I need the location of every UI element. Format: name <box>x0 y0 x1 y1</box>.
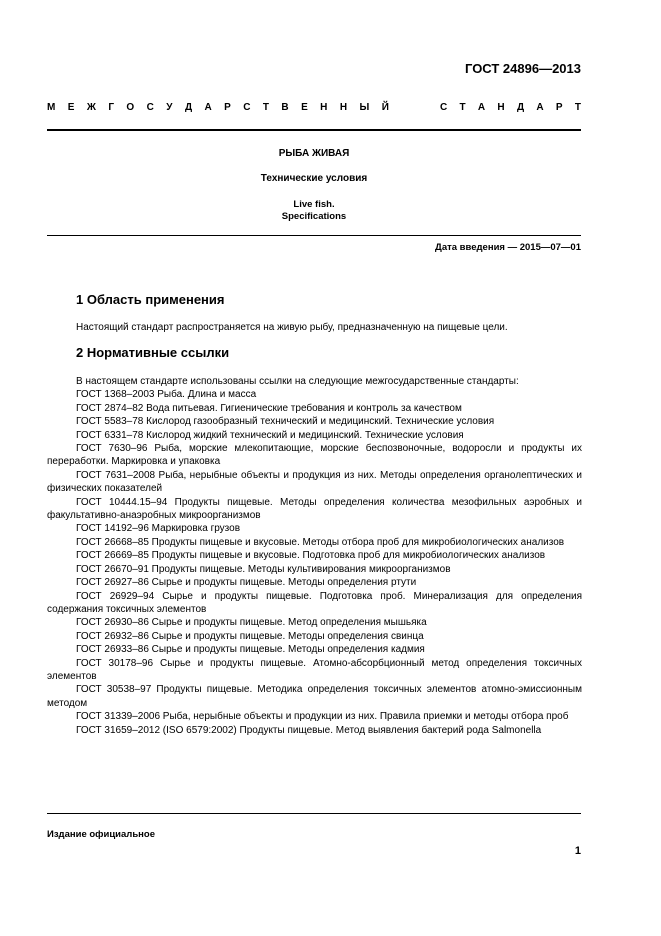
english-title-block <box>47 199 581 223</box>
banner-letter: Д <box>184 102 193 113</box>
reference-item: ГОСТ 30178–96 Сырье и продукты пищевые. Атомно-абсорбционный метод определения токсичных элементов <box>47 657 582 682</box>
page-number: 1 <box>574 845 581 857</box>
banner-letter: Т <box>574 102 581 113</box>
reference-item: ГОСТ 5583–78 Кислород газообразный технический и медицинский. Технические условия <box>76 416 495 428</box>
banner-left-word <box>47 102 389 113</box>
reference-item: ГОСТ 14192–96 Маркировка грузов <box>76 523 241 535</box>
banner-letter: О <box>126 102 135 113</box>
reference-item: ГОСТ 26927–86 Сырье и продукты пищевые. Методы определения ртути <box>76 577 417 589</box>
banner-letter: Е <box>67 102 75 113</box>
banner-letter: Ж <box>86 102 96 113</box>
footer-divider <box>47 813 581 814</box>
title-divider <box>47 235 581 236</box>
reference-item: ГОСТ 6331–78 Кислород жидкий технический и медицинский. Технические условия <box>76 429 464 441</box>
reference-item: ГОСТ 7631–2008 Рыба, нерыбные объекты и продукция из них. Методы определения органолептических и физических показателей <box>47 469 582 495</box>
banner-letter: Т <box>262 102 269 113</box>
banner-letter: Ы <box>359 102 370 113</box>
banner-letter: А <box>204 102 212 113</box>
section-heading-references: 2 Нормативные ссылки <box>76 345 230 360</box>
banner-letter: Г <box>108 102 114 113</box>
banner-right-word <box>440 102 581 113</box>
reference-item: ГОСТ 26929–94 Сырье и продукты пищевые. Подготовка проб. Минерализация для определения содержания токсичных элементов <box>47 590 582 615</box>
banner-letter: Й <box>381 102 389 113</box>
reference-item: ГОСТ 26933–86 Сырье и продукты пищевые. Методы определения кадмия <box>76 644 425 656</box>
reference-item: ГОСТ 26670–91 Продукты пищевые. Методы культивирования микроорганизмов <box>76 563 451 575</box>
reference-item: ГОСТ 1368–2003 Рыба. Длина и масса <box>76 389 257 401</box>
official-edition-label: Издание официальное <box>47 829 155 840</box>
banner-letter: У <box>166 102 173 113</box>
document-title: РЫБА ЖИВАЯ <box>278 148 350 159</box>
banner-letter: Р <box>224 102 231 113</box>
banner-letter: В <box>281 102 289 113</box>
english-title: Live fish. <box>293 199 335 210</box>
reference-item: ГОСТ 26932–86 Сырье и продукты пищевые. Методы определения свинца <box>76 630 424 642</box>
banner-letter: С <box>440 102 448 113</box>
reference-item: ГОСТ 26930–86 Сырье и продукты пищевые. Метод определения мышьяка <box>76 617 427 629</box>
banner-letter: М <box>47 102 56 113</box>
banner-letter: Н <box>320 102 328 113</box>
header-divider <box>47 129 581 131</box>
banner-letter: А <box>477 102 486 113</box>
references-intro: В настоящем стандарте использованы ссылки на следующие межгосударственные стандарты: <box>76 376 519 387</box>
standard-type-banner <box>47 102 581 113</box>
document-subtitle: Технические условия <box>260 173 368 184</box>
banner-letter: С <box>146 102 154 113</box>
banner-letter: Н <box>497 102 505 113</box>
reference-item: ГОСТ 31339–2006 Рыба, нерыбные объекты и продукции из них. Правила приемки и методы отбора проб <box>76 711 569 723</box>
scope-paragraph: Настоящий стандарт распространяется на живую рыбу, предназначенную на пищевые цели. <box>76 322 508 333</box>
banner-letter: А <box>536 102 544 113</box>
reference-item: ГОСТ 7630–96 Рыба, морские млекопитающие, морские беспозвоночные, водоросли и продукты их переработки. Маркировка и упаковка <box>47 443 582 468</box>
reference-item: ГОСТ 10444.15–94 Продукты пищевые. Методы определения количества мезофильных аэробных и факультативно-анаэробных микроорганизмов <box>47 496 582 522</box>
english-subtitle: Specifications <box>281 211 347 222</box>
introduction-date: Дата введения — 2015—07—01 <box>435 242 581 253</box>
banner-letter: Т <box>459 102 466 113</box>
reference-item: ГОСТ 26669–85 Продукты пищевые и вкусовые. Подготовка проб для микробиологических анализов <box>76 550 546 562</box>
banner-letter: Е <box>301 102 308 113</box>
banner-letter: С <box>243 102 251 113</box>
standard-code: ГОСТ 24896—2013 <box>465 61 581 76</box>
references-list <box>47 375 582 737</box>
banner-letter: Н <box>339 102 348 113</box>
banner-letter: Д <box>516 102 525 113</box>
reference-item: ГОСТ 26668–85 Продукты пищевые и вкусовые. Методы отбора проб для микробиологических анализов <box>76 536 565 548</box>
reference-item: ГОСТ 30538–97 Продукты пищевые. Методика определения токсичных элементов атомно-эмиссионным методом <box>47 684 582 709</box>
banner-letter: Р <box>555 102 563 113</box>
reference-item: ГОСТ 2874–82 Вода питьевая. Гигиенические требования и контроль за качеством <box>76 402 462 414</box>
reference-item: ГОСТ 31659–2012 (ISO 6579:2002) Продукты пищевые. Метод выявления бактерий рода Salmonella <box>76 724 542 736</box>
section-heading-scope: 1 Область применения <box>76 292 225 307</box>
